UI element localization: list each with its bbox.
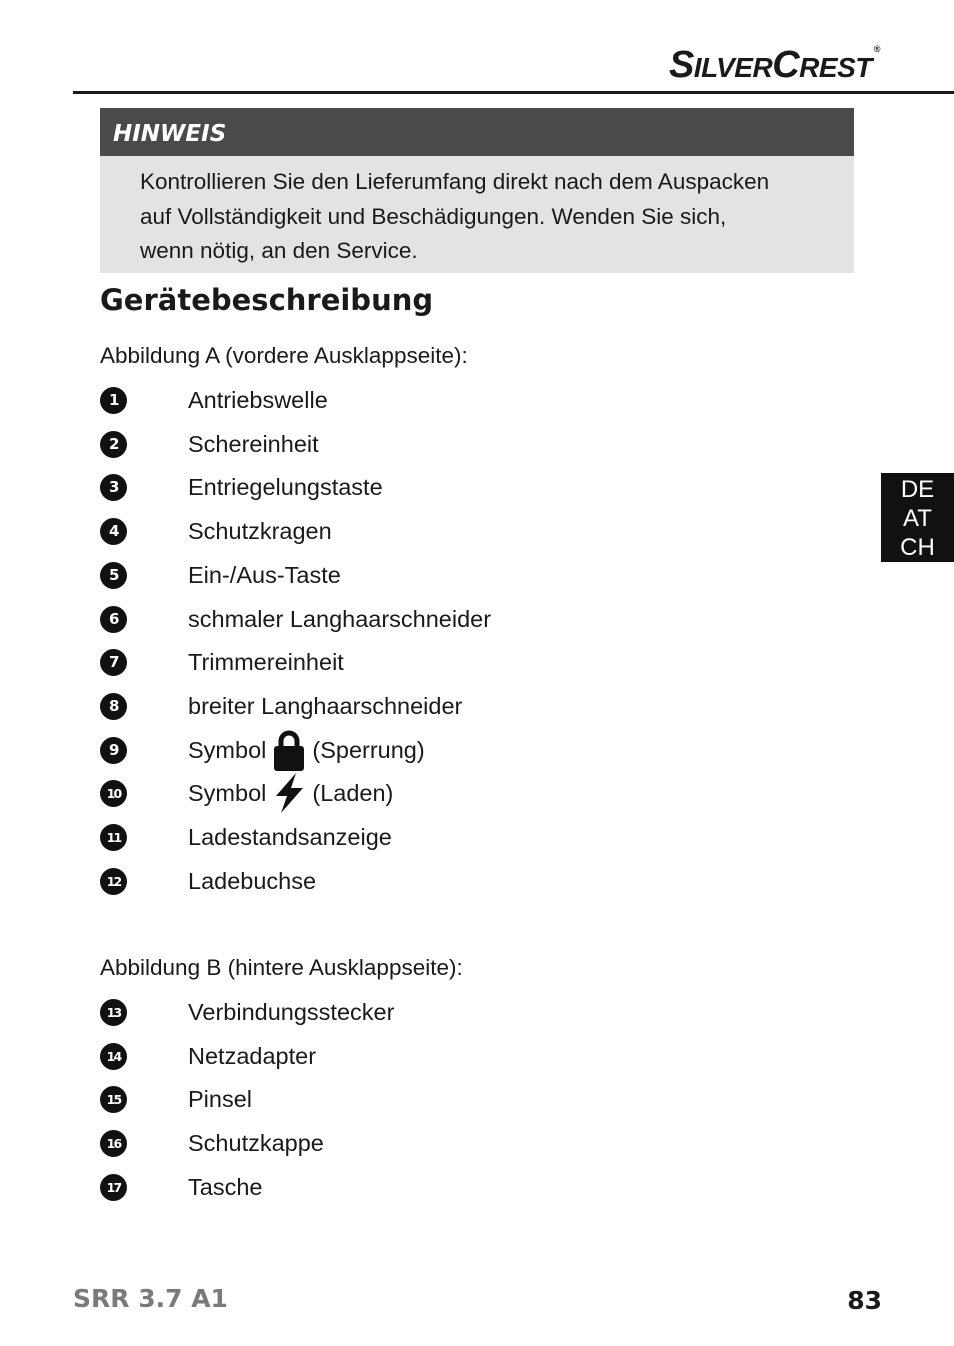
note-heading: HINWEIS	[100, 108, 854, 156]
part-label: Netzadapter	[188, 1042, 317, 1069]
page-number: 83	[847, 1286, 882, 1315]
part-item	[100, 1128, 324, 1158]
part-number-badge: 1	[100, 387, 127, 414]
part-number-badge: 3	[100, 474, 127, 501]
part-label: breiter Langhaarschneider	[188, 692, 463, 719]
part-number-badge: 15	[100, 1086, 127, 1113]
part-number-badge: 8	[100, 693, 127, 720]
part-number-badge: 6	[100, 606, 127, 633]
part-item	[100, 429, 319, 459]
lock-icon	[272, 729, 306, 771]
part-label-suffix: (Sperrung)	[312, 736, 425, 763]
part-label	[188, 729, 425, 771]
hinweis-note-box	[100, 108, 854, 273]
part-number-badge: 12	[100, 868, 127, 895]
part-label: schmaler Langhaarschneider	[188, 605, 492, 632]
lightning-bolt-icon	[272, 773, 306, 813]
part-number-badge: 11	[100, 824, 127, 851]
model-number: SRR 3.7 A1	[73, 1284, 228, 1313]
part-item	[100, 735, 425, 765]
part-label-text: Symbol	[188, 779, 267, 806]
section-title: Gerätebeschreibung	[100, 283, 434, 317]
part-label: Schereinheit	[188, 430, 319, 457]
part-number-badge: 16	[100, 1130, 127, 1157]
part-number-badge: 14	[100, 1043, 127, 1070]
part-item	[100, 778, 394, 808]
part-item	[100, 472, 383, 502]
part-item	[100, 1172, 263, 1202]
part-number-badge: 2	[100, 431, 127, 458]
figure-a-caption: Abbildung A (vordere Ausklappseite):	[100, 343, 468, 368]
part-label-text: Symbol	[188, 736, 267, 763]
part-number-badge: 5	[100, 562, 127, 589]
silvercrest-logo: SILVERCREST®	[668, 44, 880, 86]
part-label: Entriegelungstaste	[188, 473, 383, 500]
note-line: wenn nötig, an den Service.	[140, 238, 418, 263]
part-item	[100, 691, 463, 721]
part-label: Ein-/Aus-Taste	[188, 561, 341, 588]
part-item	[100, 822, 392, 852]
part-label: Schutzkappe	[188, 1129, 324, 1156]
part-item	[100, 560, 341, 590]
note-line: Kontrollieren Sie den Lieferumfang direkt nach dem Auspacken	[140, 169, 770, 194]
part-label-suffix: (Laden)	[312, 779, 394, 806]
part-item	[100, 604, 492, 634]
language-code: DE	[900, 476, 935, 503]
part-item	[100, 997, 395, 1027]
part-label: Ladestandsanzeige	[188, 823, 392, 850]
part-item	[100, 866, 317, 896]
part-label: Ladebuchse	[188, 867, 317, 894]
part-label: Antriebswelle	[188, 386, 328, 413]
part-number-badge: 10	[100, 780, 127, 807]
language-code: AT	[903, 505, 932, 532]
part-number-badge: 9	[100, 737, 127, 764]
language-tab	[881, 473, 954, 562]
part-label: Tasche	[188, 1173, 263, 1200]
part-label: Trimmereinheit	[188, 648, 344, 675]
language-code: CH	[900, 534, 935, 561]
part-item	[100, 516, 332, 546]
part-label: Verbindungsstecker	[188, 998, 395, 1025]
part-item	[100, 385, 328, 415]
part-number-badge: 13	[100, 999, 127, 1026]
note-body	[100, 156, 854, 269]
part-item	[100, 647, 344, 677]
part-label: Schutzkragen	[188, 517, 332, 544]
part-number-badge: 17	[100, 1174, 127, 1201]
part-label	[188, 773, 393, 813]
part-item	[100, 1084, 253, 1114]
header-rule	[73, 91, 954, 94]
part-number-badge: 7	[100, 649, 127, 676]
note-line: auf Vollständigkeit und Beschädigungen. Wenden Sie sich,	[140, 203, 727, 229]
part-number-badge: 4	[100, 518, 127, 545]
part-item	[100, 1041, 317, 1071]
part-label: Pinsel	[188, 1085, 253, 1112]
figure-b-caption: Abbildung B (hintere Ausklappseite):	[100, 955, 463, 980]
